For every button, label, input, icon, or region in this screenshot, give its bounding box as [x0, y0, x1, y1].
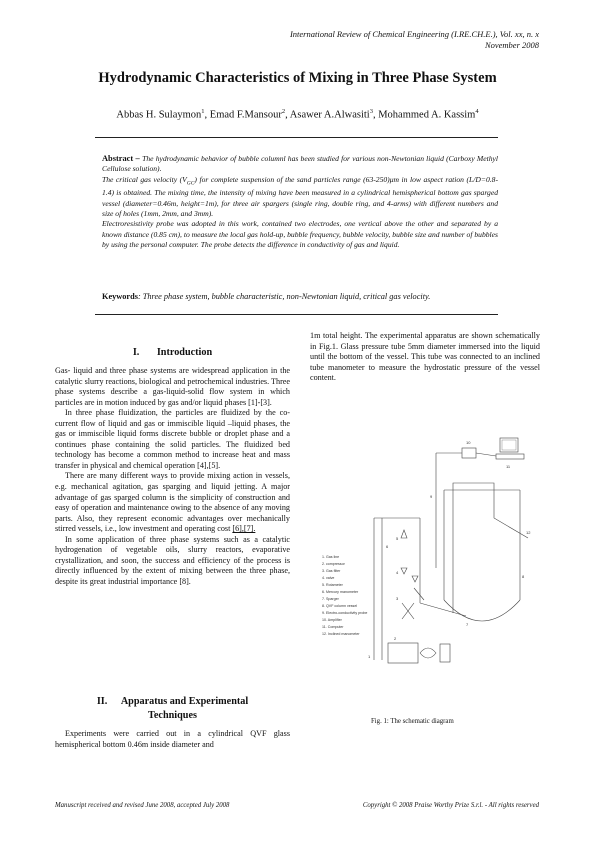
gas-line	[374, 518, 466, 660]
running-header	[119, 29, 539, 51]
body-paragraph: Gas- liquid and three phase systems are widespread application in the catalytic slurry reactions, biological and petrochemical industries. Three phase systems describe a gas-liquid-solid flow system in which particles are in motion induced by gas and/or liquid phases [1]-[3].	[55, 366, 290, 407]
diagram-label: 8	[522, 574, 525, 579]
legend-entry: 1. Gas line	[322, 555, 340, 559]
diagram-label: 12	[526, 530, 531, 535]
diagram-label: 10	[466, 440, 471, 445]
left-column-body	[55, 366, 290, 587]
legend-entry: 12. Inclined manometer	[322, 632, 360, 636]
section-title: Introduction	[156, 347, 213, 358]
right-column-body	[310, 331, 540, 384]
diagram-labels	[368, 440, 531, 659]
abstract-paragraph	[102, 175, 498, 220]
abstract-text: Electroresistivity probe was adopted in this work, contained two electrodes, one vertical above the other and separated by a known distance (0.85 cm), to measure the local gas hold-up, bubble frequency, bubble velocity, bubble size and number of bubbles by using the personal computer. The probe detects the difference in conductivity of gas and liquid.	[102, 219, 498, 249]
valve-icon	[401, 568, 407, 574]
computer-icon	[496, 438, 524, 459]
author-list	[40, 108, 555, 121]
amplifier-icon	[462, 448, 476, 458]
author-name: Abbas H. Sulaymon	[116, 109, 202, 121]
diagram-label: 9	[430, 494, 433, 499]
legend-entry: 8. QVF column vessel	[322, 604, 358, 608]
column-vessel	[444, 490, 520, 621]
body-paragraph	[55, 471, 290, 534]
compressor-icon	[388, 643, 450, 663]
abstract-label: Abstract	[102, 154, 134, 163]
author-affiliation-mark: 3	[369, 108, 373, 115]
keywords-text: : Three phase system, bubble characteristic, non-Newtonian liquid, critical gas velocity.	[137, 292, 431, 301]
abstract-top-rule	[95, 137, 498, 138]
section2-body	[55, 729, 290, 750]
gas-filter-icon	[402, 603, 414, 619]
abstract-paragraph	[102, 154, 498, 175]
section-heading-apparatus	[55, 695, 290, 723]
author-separator: ,	[204, 109, 210, 121]
section-title: Apparatus and Experimental	[120, 696, 249, 707]
author-separator: ,	[285, 109, 290, 121]
body-paragraph: In three phase fluidization, the particles are fluidized by the co-current flow of liquid and gas or immiscible liquid –liquid phases, the gas or immiscible liquid forms discrete bubble or droplet phase and a continues phase containing the solid particles. The fluidized bed technology has become a common method to increase heat and mass transfer in physical and chemical operation [4],[5].	[55, 408, 290, 470]
body-paragraph: In some application of three phase systems such as a catalytic hydrogenation of vegetable oils, slurry reactors, evaporative crystallization, and soon, the success and efficiency of the process is directly influenced by the extent of mixing between the three phase, despite its great industrial importance [8].	[55, 534, 290, 586]
author-affiliation-mark: 4	[475, 108, 479, 115]
section-number: II.	[96, 696, 108, 707]
section-title-line2: Techniques	[148, 710, 197, 721]
legend-entry: 6. Mercury manometer	[322, 590, 359, 594]
legend-entry: 5. Rotameter	[322, 583, 343, 587]
legend-entry: 9. Electro-conductivity probe	[322, 611, 368, 615]
footer-copyright: Copyright © 2008 Praise Worthy Prize S.r.l. - All rights reserved	[362, 802, 539, 809]
abstract-text: ) for complete suspension of the sand particles range (63-250)μm in low aspect ration (L/D=0.8-1.4) is obtained. The mixing time, the intensity of mixing have been measured in a cylindrical hemispherical bottom gas sparged vessel (diameter=0.46m, height=1m), for three air spargers (single ring, double ring, and 4-arms) with different numbers and size of holes (1mm, 2mm, and 3mm).	[102, 174, 498, 218]
paper-title: Hydrodynamic Characteristics of Mixing in Three Phase System	[98, 70, 497, 86]
author-name: Emad F.Mansour	[209, 109, 282, 121]
abstract-text: The hydrodynamic behavior of bubble columnl has been studied for various non-Newtonian liquid (Carboxy Methyl Cellulose solution).	[102, 154, 499, 174]
rotameter-icon	[401, 530, 407, 538]
valve-icon	[412, 576, 418, 582]
author-affiliation-mark: 1	[201, 108, 205, 115]
legend-entry: 11. Computer	[322, 625, 344, 629]
subscript: GC	[186, 180, 195, 187]
journal-name: International Review of Chemical Engineering (I.RE.CH.E.), Vol. xx, n. x	[289, 29, 539, 39]
abstract-paragraph	[102, 219, 498, 250]
diagram-label: 2	[394, 636, 397, 641]
abstract	[102, 154, 498, 250]
body-paragraph: 1m total height. The experimental apparatus are shown schematically in Fig.1. Glass pressure tube 5mm diameter immersed into the liquid until the bottom of the vessel. This tube was connected to an inclined tube manometer to measure the hydrostatic pressure of the vessel content.	[310, 331, 540, 383]
legend-entry: 7. Sparger	[322, 597, 339, 601]
legend-entry: 3. Gas filter	[322, 569, 341, 573]
keywords	[102, 292, 502, 301]
legend-entry: 2. compressor	[322, 562, 345, 566]
abstract-text: The critical gas velocity (V	[102, 174, 187, 184]
diagram-label: 11	[506, 464, 511, 469]
author-name: Asawer A.Alwasiti	[289, 109, 370, 121]
abstract-bottom-rule	[95, 314, 498, 315]
body-paragraph: Experiments were carried out in a cylindrical QVF glass hemispherical bottom 0.46m inside diameter and	[55, 729, 290, 749]
figure-caption: Fig. 1: The schematic diagram	[371, 718, 454, 725]
citation-link[interactable]: [6],[7].	[232, 524, 256, 534]
diagram-label: 7	[466, 622, 469, 627]
diagram-label: 5	[396, 536, 399, 541]
section-heading-introduction	[55, 346, 290, 360]
diagram-legend	[322, 555, 367, 636]
diagram-label: 3	[396, 596, 399, 601]
keywords-label: Keywords	[102, 292, 138, 301]
legend-entry: 4. valve	[322, 576, 335, 580]
body-text: There are many different ways to provide mixing action in vessels, e.g. mechanical agitation, gas sparging and liquid jetting. A major advantage of gas sparged column is the simplicity of construction and easy of operation and maintenance owing to the absence of any moving parts. Also, they represent economic advantages over mechanically stirred vessels, i.e., low investment and operating cost	[55, 471, 290, 534]
footer-manuscript-note: Manuscript received and revised June 2008, accepted July 2008	[55, 802, 230, 809]
schematic-diagram	[316, 428, 540, 706]
diagram-label: 6	[386, 544, 389, 549]
signal-cable	[476, 453, 496, 456]
author-name: Mohammed A. Kassim	[378, 109, 476, 121]
issue-date: November 2008	[484, 40, 539, 50]
diagram-label: 4	[396, 570, 399, 575]
section-number: I.	[132, 347, 140, 358]
legend-entry: 10. Amplifier	[322, 618, 342, 622]
author-separator: ,	[372, 109, 379, 121]
abstract-dash: –	[133, 154, 143, 163]
author-affiliation-mark: 2	[281, 108, 286, 115]
diagram-label: 1	[368, 654, 371, 659]
inclined-manometer	[453, 483, 528, 538]
